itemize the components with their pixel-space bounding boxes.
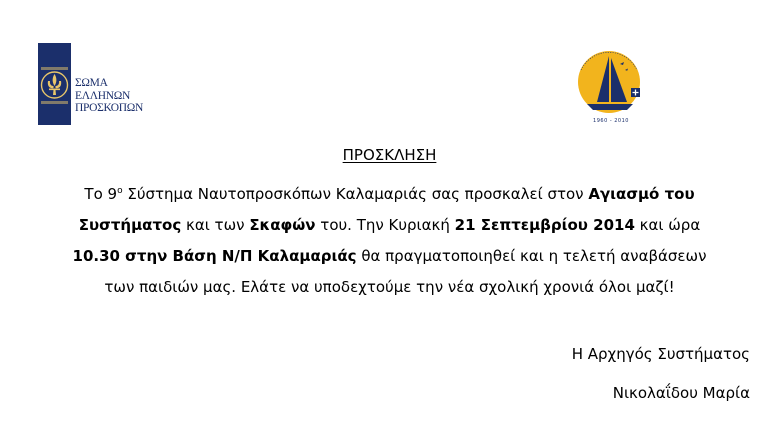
bold-text: Αγιασμό του [588,185,695,203]
text-run: των παιδιών μας. Ελάτε να υποδεχτούμε την νέα σχολική χρονιά όλοι μαζί! [104,278,675,296]
org-line-1: ΣΩΜΑ [75,77,108,89]
text-run: θα πραγματοποιηθεί και η τελετή αναβάσεων [356,247,707,265]
text-run: Το 9 [84,185,118,203]
bold-text: Συστήματος [78,216,182,234]
ordinal-suffix: ο [117,186,123,196]
bold-text: 21 Σεπτεμβρίου 2014 [454,216,635,234]
paragraph-line-4 [20,272,759,303]
paragraph-line-3 [20,241,759,272]
invitation-paragraph [20,176,759,303]
bold-text: Σκαφών [249,216,316,234]
bold-text: 10.30 στην Βάση Ν/Π Καλαμαριάς [72,247,357,265]
signature-name: Νικολαΐδου Μαρία [612,384,750,402]
organization-name [75,77,155,115]
text-run: του. Την Κυριακή [315,216,455,234]
document-title: ΠΡΟΣΚΛΗΣΗ [342,146,437,164]
signature-role: Η Αρχηγός Συστήματος [571,345,750,363]
org-line-3: ΠΡΟΣΚΟΠΩΝ [75,102,143,114]
text-run: και ώρα [634,216,701,234]
scouts-logo [38,43,150,125]
text-run: και των [181,216,250,234]
scout-fleur-de-lis-icon [38,43,71,125]
sea-scouts-anniversary-logo [573,40,655,128]
text-run: Σύστημα Ναυτοπροσκόπων Καλαμαριάς σας προσκαλεί στον [122,185,589,203]
paragraph-line-1 [20,176,759,210]
org-line-2: ΕΛΛΗΝΩΝ [75,89,131,102]
sailboat-emblem-icon [573,40,655,120]
anniversary-years: 1960 - 2010 [593,118,629,124]
paragraph-line-2 [20,210,759,241]
